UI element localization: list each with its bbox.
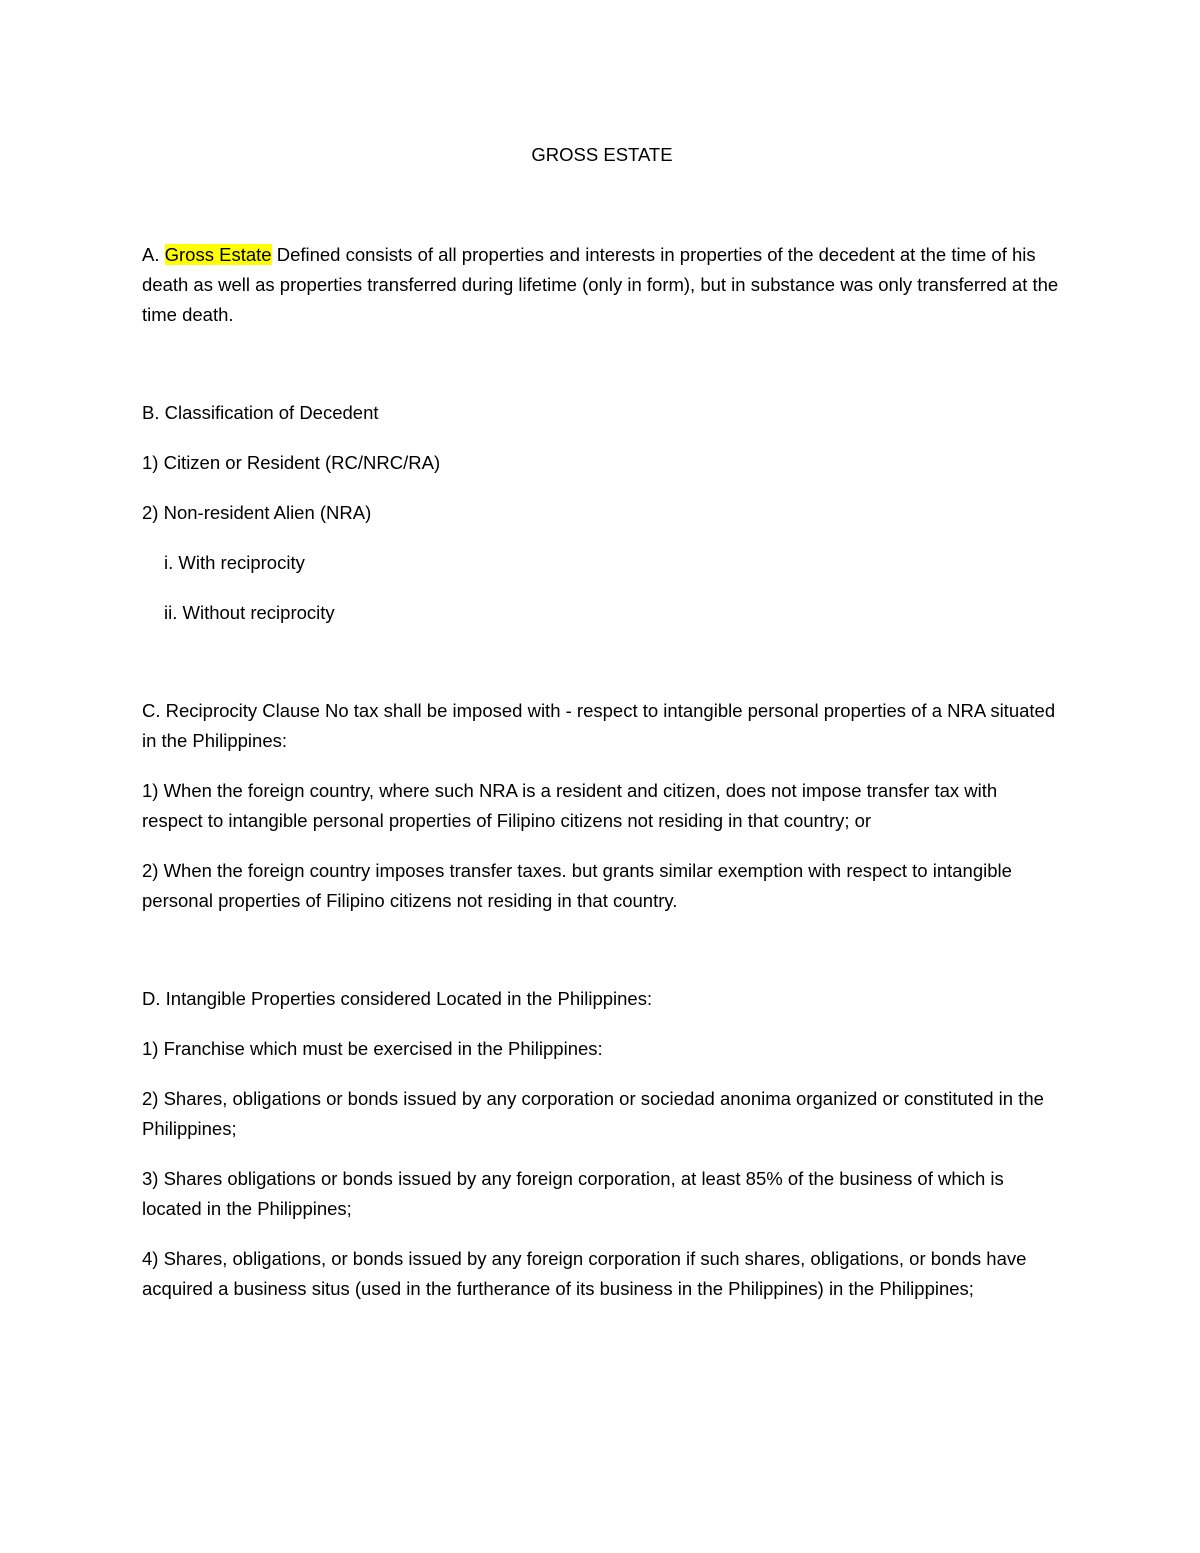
section-d-item-3: 3) Shares obligations or bonds issued by any foreign corporation, at least 85% of the business of which is located in the Philippines; <box>142 1168 1004 1219</box>
section-d-item-1: 1) Franchise which must be exercised in the Philippines: <box>142 1038 603 1059</box>
section-c-heading: C. Reciprocity Clause No tax shall be imposed with - respect to intangible personal properties of a NRA situated in the Philippines: <box>142 700 1056 751</box>
section-c-item-1: 1) When the foreign country, where such NRA is a resident and citizen, does not impose transfer tax with respect to intangible personal properties of Filipino citizens not residing in that country; or <box>142 780 998 831</box>
section-c-item-2: 2) When the foreign country imposes transfer taxes. but grants similar exemption with respect to intangible personal properties of Filipino citizens not residing in that country. <box>142 860 1012 911</box>
document-title: GROSS ESTATE <box>531 144 673 165</box>
document-body <box>142 140 1062 1304</box>
section-b-item-2: 2) Non-resident Alien (NRA) <box>142 502 372 523</box>
section-a-text: Defined consists of all properties and interests in properties of the decedent at the time of his death as well as properties transferred during lifetime (only in form), but in substance was only transferred at the time death. <box>142 244 1059 325</box>
section-d-item-4: 4) Shares, obligations, or bonds issued by any foreign corporation if such shares, obligations, or bonds have acquired a business situs (used in the furtherance of its business in the Philippines) in the Philippines; <box>142 1248 1027 1299</box>
section-a-letter: A. <box>142 244 165 265</box>
section-a-paragraph <box>142 240 1062 330</box>
section-b-heading: B. Classification of Decedent <box>142 402 379 423</box>
section-b-item-1: 1) Citizen or Resident (RC/NRC/RA) <box>142 452 441 473</box>
section-b-subitem-ii: ii. Without reciprocity <box>164 602 335 623</box>
section-b-subitem-i: i. With reciprocity <box>164 552 305 573</box>
highlighted-term-gross-estate: Gross Estate <box>164 244 272 265</box>
section-d-item-2: 2) Shares, obligations or bonds issued by any corporation or sociedad anonima organized or constituted in the Philippines; <box>142 1088 1044 1139</box>
section-d-heading: D. Intangible Properties considered Located in the Philippines: <box>142 988 653 1009</box>
